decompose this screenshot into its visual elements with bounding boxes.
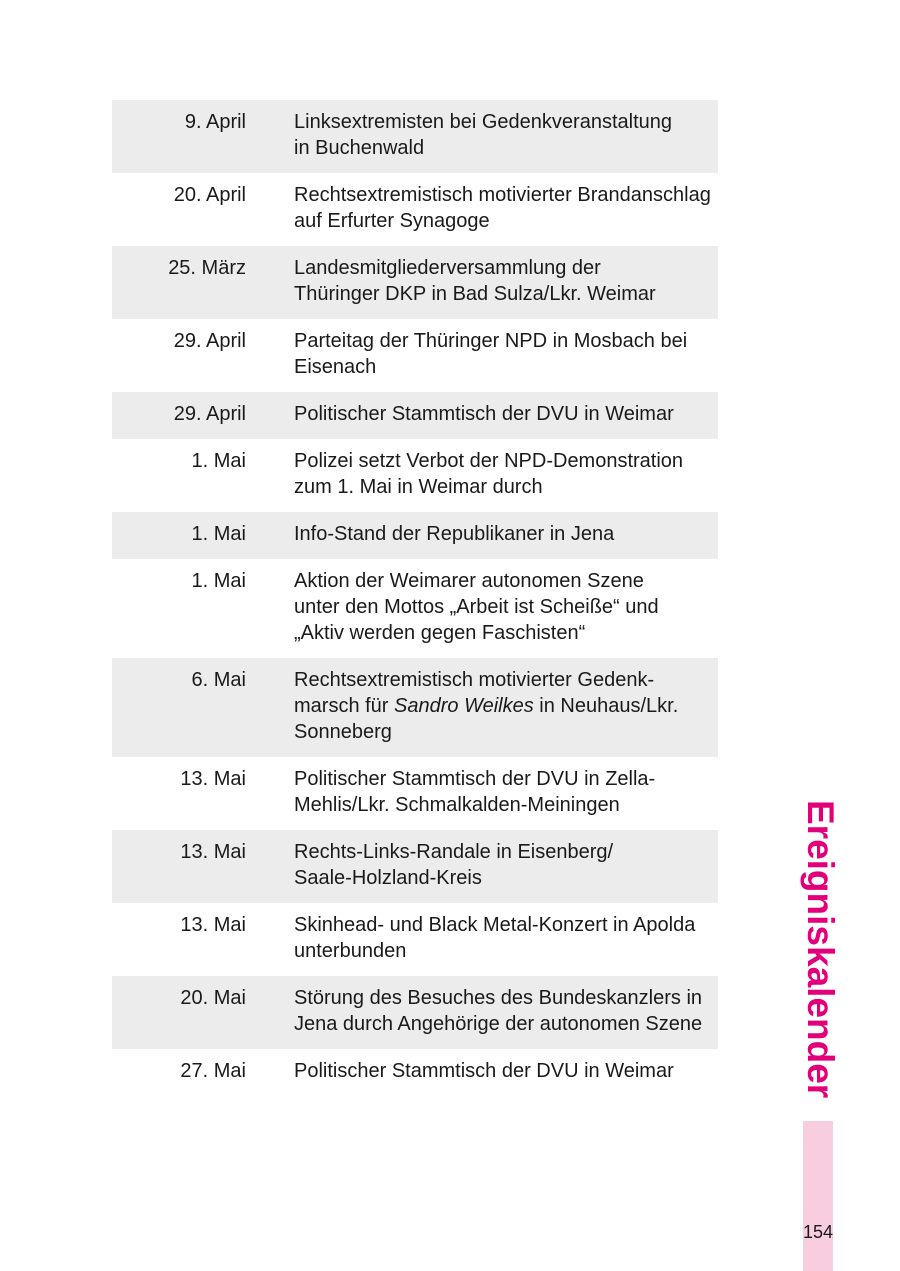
event-description: Linksextremisten bei Gedenkveranstaltung in Buchenwald xyxy=(294,111,672,159)
event-description: Parteitag der Thüringer NPD in Mosbach bei Eisenach xyxy=(294,330,688,378)
event-person-name: Sandro Weilkes xyxy=(394,695,534,717)
section-tab-bar xyxy=(803,1121,833,1271)
table-row xyxy=(112,439,718,512)
event-description: Politischer Stammtisch der DVU in Weimar xyxy=(294,1060,674,1082)
event-description: Info-Stand der Republikaner in Jena xyxy=(294,523,615,545)
event-date: 1. Mai xyxy=(191,450,246,472)
event-date: 6. Mai xyxy=(191,669,246,691)
event-date: 20. April xyxy=(173,184,246,206)
event-description: Polizei setzt Verbot der NPD-Demonstration zum 1. Mai in Weimar durch xyxy=(294,450,684,498)
event-date: 1. Mai xyxy=(191,570,246,592)
table-row xyxy=(112,976,718,1049)
event-description: Politischer Stammtisch der DVU in Weimar xyxy=(294,403,674,425)
event-date: 1. Mai xyxy=(191,523,246,545)
event-date: 27. Mai xyxy=(180,1060,246,1082)
table-row xyxy=(112,1049,718,1096)
table-row xyxy=(112,757,718,830)
event-description: Politischer Stammtisch der DVU in Zella- Mehlis/Lkr. Schmalkalden-Meiningen xyxy=(294,768,656,816)
table-row xyxy=(112,559,718,658)
table-row xyxy=(112,100,718,173)
table-row xyxy=(112,830,718,903)
event-date: 29. April xyxy=(173,330,246,352)
event-description: Landesmitgliederversammlung der Thüringer DKP in Bad Sulza/Lkr. Weimar xyxy=(294,257,656,305)
event-date: 20. Mai xyxy=(180,987,246,1009)
event-description: Rechtsextremistisch motivierter Brandanschlag auf Erfurter Synagoge xyxy=(294,184,711,232)
event-text-before: Rechtsextremistisch motivierter Gedenk- marsch für xyxy=(294,669,655,717)
event-date: 9. April xyxy=(184,111,246,133)
event-date: 29. April xyxy=(173,403,246,425)
event-date: 13. Mai xyxy=(180,914,246,936)
event-description: Störung des Besuches des Bundeskanzlers in Jena durch Angehörige der autonomen Szene xyxy=(294,987,703,1035)
event-description: Rechts-Links-Randale in Eisenberg/ Saale-Holzland-Kreis xyxy=(294,841,614,889)
table-row xyxy=(112,512,718,559)
event-date: 25. März xyxy=(168,257,246,279)
page-number: 154 xyxy=(802,1222,834,1242)
event-description: Aktion der Weimarer autonomen Szene unter den Mottos „Arbeit ist Scheiße“ und „Aktiv werden gegen Faschisten“ xyxy=(294,570,659,644)
table-row xyxy=(112,173,718,246)
section-title: Ereigniskalender xyxy=(800,800,841,1099)
event-text-after: in Neuhaus/Lkr. Sonneberg xyxy=(294,695,679,743)
event-date: 13. Mai xyxy=(180,841,246,863)
event-date: 13. Mai xyxy=(180,768,246,790)
event-calendar-table xyxy=(112,100,718,1096)
table-row xyxy=(112,392,718,439)
event-description: Skinhead- und Black Metal-Konzert in Apolda unterbunden xyxy=(294,914,696,962)
table-row xyxy=(112,903,718,976)
event-description xyxy=(294,667,718,745)
table-row xyxy=(112,658,718,757)
table-row xyxy=(112,319,718,392)
table-row xyxy=(112,246,718,319)
